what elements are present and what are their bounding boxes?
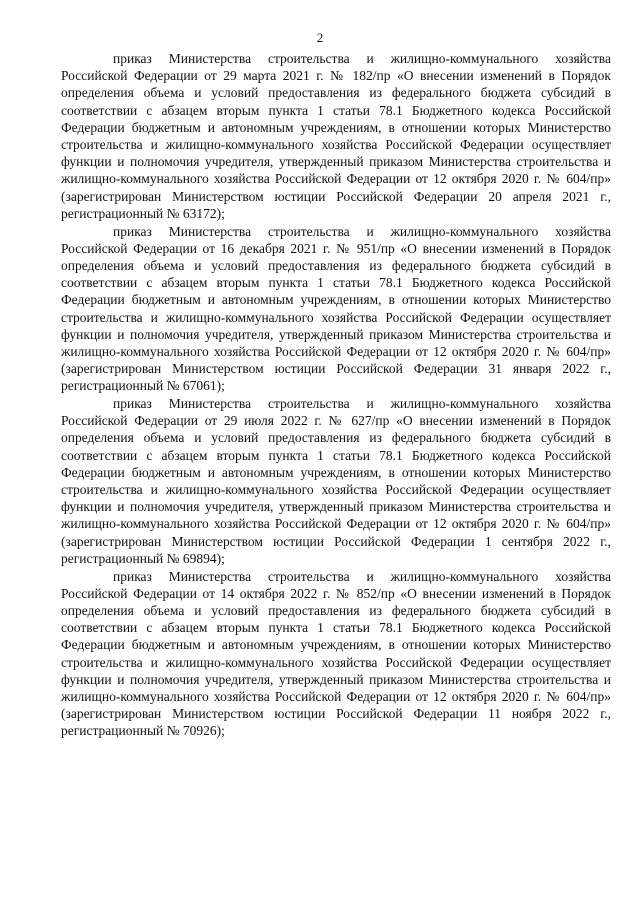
paragraph-order-182: приказ Министерства строительства и жилищно-коммунального хозяйства Российской Федерации от 29 марта 2021 г. № 182/пр «О внесении изменений в Порядок определения объема и условий предоставления из федерального бюджета субсидий в соответствии с абзацем вторым пункта 1 статьи 78.1 Бюджетного кодекса Российской Федерации бюджетным и автономным учреждениям, в отношении которых Министерство строительства и жилищно-коммунального хозяйства Российской Федерации осуществляет функции и полномочия учредителя, утвержденный приказом Министерства строительства и жилищно-коммунального хозяйства Российской Федерации от 12 октября 2020 г. № 604/пр» (зарегистрирован Министерством юстиции Российской Федерации 20 апреля 2021 г., регистрационный № 63172); <box>61 51 611 221</box>
paragraph-order-627: приказ Министерства строительства и жилищно-коммунального хозяйства Российской Федерации от 29 июля 2022 г. № 627/пр «О внесении изменений в Порядок определения объема и условий предоставления из федерального бюджета субсидий в соответствии с абзацем вторым пункта 1 статьи 78.1 Бюджетного кодекса Российской Федерации бюджетным и автономным учреждениям, в отношении которых Министерство строительства и жилищно-коммунального хозяйства Российской Федерации осуществляет функции и полномочия учредителя, утвержденный приказом Министерства строительства и жилищно-коммунального хозяйства Российской Федерации от 12 октября 2020 г. № 604/пр» (зарегистрирован Министерством юстиции Российской Федерации 1 сентября 2022 г., регистрационный № 69894); <box>61 396 611 566</box>
paragraph-order-951: приказ Министерства строительства и жилищно-коммунального хозяйства Российской Федерации от 16 декабря 2021 г. № 951/пр «О внесении изменений в Порядок определения объема и условий предоставления из федерального бюджета субсидий в соответствии с абзацем вторым пункта 1 статьи 78.1 Бюджетного кодекса Российской Федерации бюджетным и автономным учреждениям, в отношении которых Министерство строительства и жилищно-коммунального хозяйства Российской Федерации осуществляет функции и полномочия учредителя, утвержденный приказом Министерства строительства и жилищно-коммунального хозяйства Российской Федерации от 12 октября 2020 г. № 604/пр» (зарегистрирован Министерством юстиции Российской Федерации 31 января 2022 г., регистрационный № 67061); <box>61 223 611 394</box>
document-body <box>61 50 611 740</box>
paragraph-order-852: приказ Министерства строительства и жилищно-коммунального хозяйства Российской Федерации от 14 октября 2022 г. № 852/пр «О внесении изменений в Порядок определения объема и условий предоставления из федерального бюджета субсидий в соответствии с абзацем вторым пункта 1 статьи 78.1 Бюджетного кодекса Российской Федерации бюджетным и автономным учреждениям, в отношении которых Министерство строительства и жилищно-коммунального хозяйства Российской Федерации осуществляет функции и полномочия учредителя, утвержденный приказом Министерства строительства и жилищно-коммунального хозяйства Российской Федерации от 12 октября 2020 г. № 604/пр» (зарегистрирован Министерством юстиции Российской Федерации 11 ноября 2022 г., регистрационный № 70926); <box>61 568 611 739</box>
page-number: 2 <box>316 30 324 45</box>
